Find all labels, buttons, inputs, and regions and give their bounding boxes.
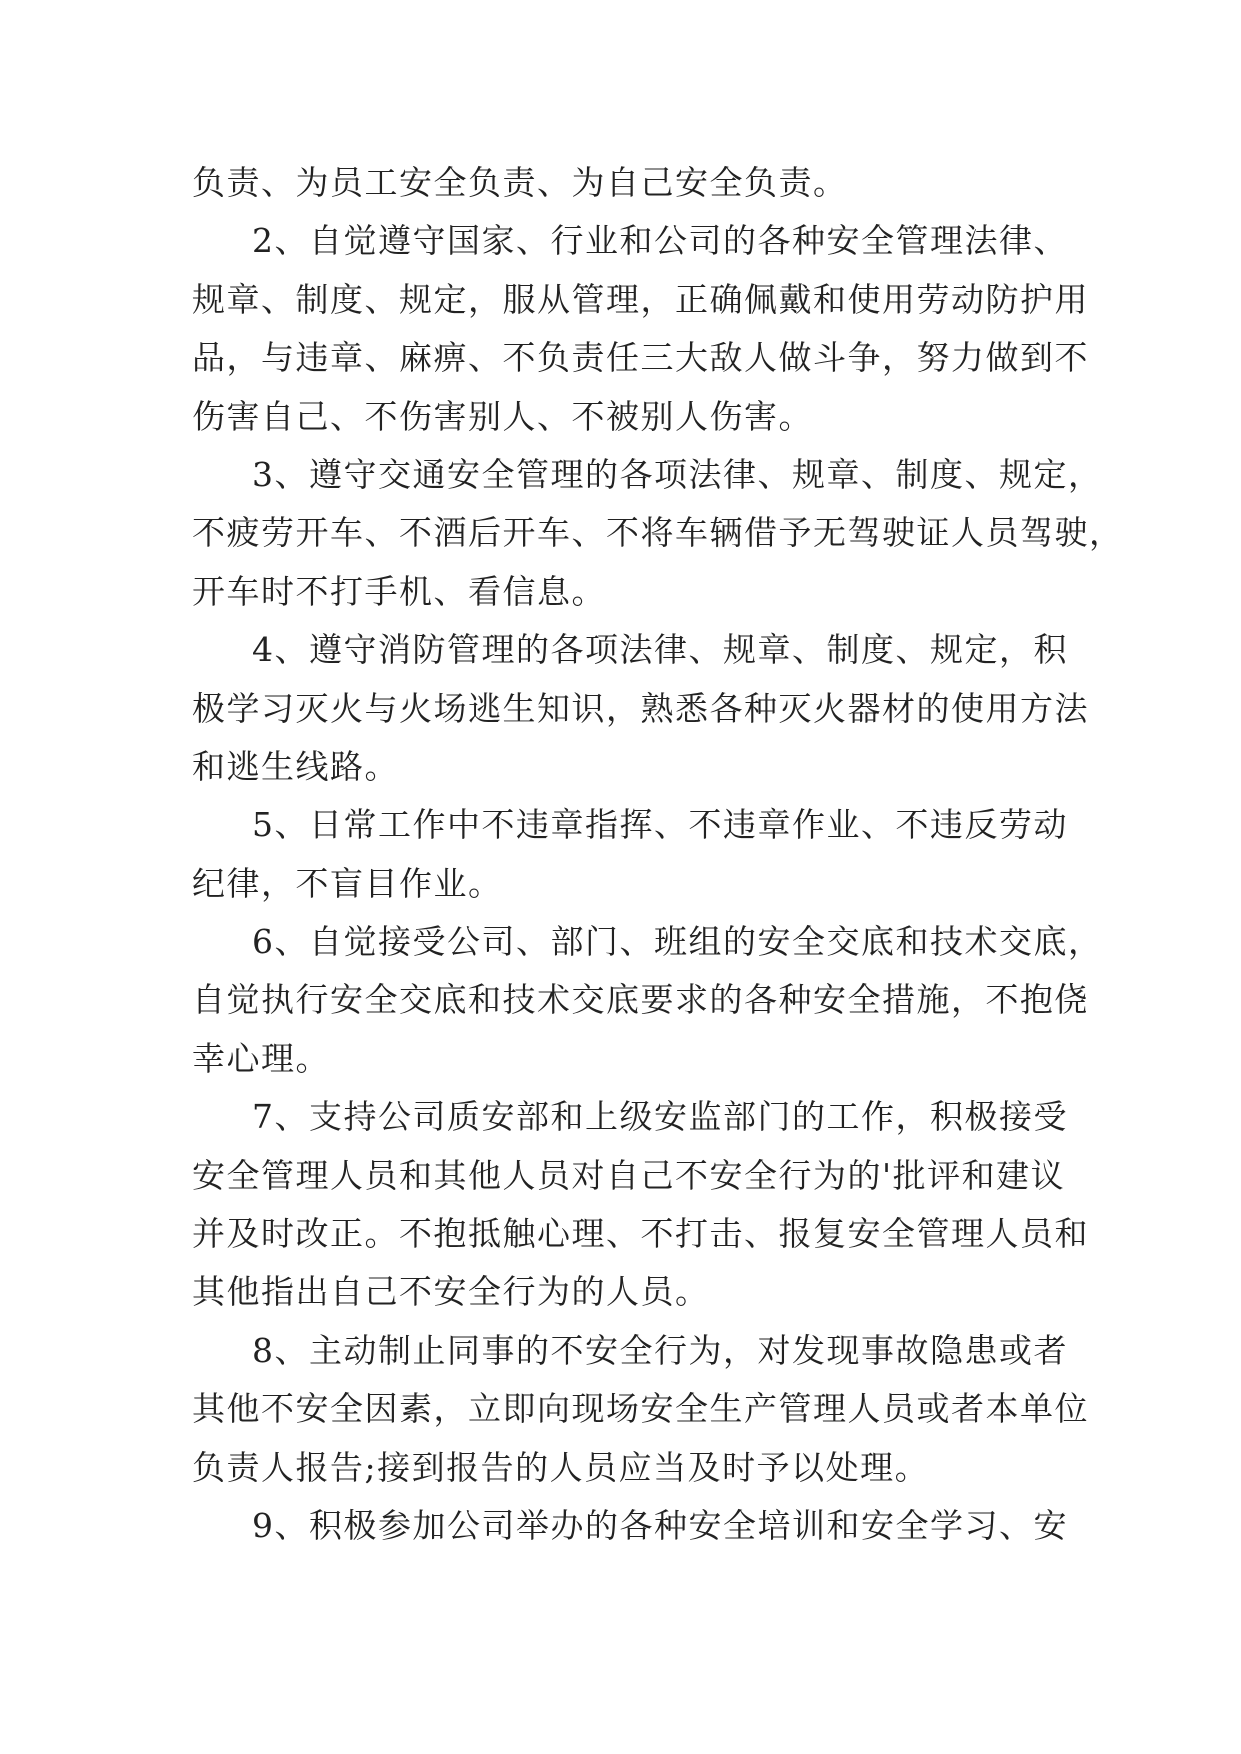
text-line: 纪律，不盲目作业。: [192, 863, 503, 903]
document-body: [192, 154, 1124, 1555]
text-line: 不疲劳开车、不酒后开车、不将车辆借予无驾驶证人员驾驶，: [192, 513, 1124, 553]
text-line: 8、主动制止同事的不安全行为，对发现事故隐患或者: [252, 1330, 1068, 1370]
text-line: 7、支持公司质安部和上级安监部门的工作，积极接受: [252, 1097, 1068, 1137]
text-line: 开车时不打手机、看信息。: [192, 571, 606, 611]
text-line: 安全管理人员和其他人员对自己不安全行为的'批评和建议: [192, 1155, 1066, 1195]
text-line: 其他不安全因素，立即向现场安全生产管理人员或者本单位: [192, 1389, 1089, 1429]
text-line: 5、日常工作中不违章指挥、不违章作业、不违反劳动: [252, 805, 1068, 845]
text-line: 幸心理。: [192, 1038, 330, 1078]
text-line: 6、自觉接受公司、部门、班组的安全交底和技术交底，: [252, 922, 1103, 962]
text-line: 4、遵守消防管理的各项法律、规章、制度、规定，积: [252, 630, 1068, 670]
text-line: 负责、为员工安全负责、为自己安全负责。: [192, 163, 848, 202]
text-line: 其他指出自己不安全行为的人员。: [192, 1272, 710, 1312]
text-line: 和逃生线路。: [192, 746, 399, 786]
text-line: 2、自觉遵守国家、行业和公司的各种安全管理法律、: [252, 221, 1068, 261]
text-line: 负责人报告;接到报告的人员应当及时予以处理。: [192, 1447, 930, 1487]
text-line: 规章、制度、规定，服从管理，正确佩戴和使用劳动防护用: [192, 279, 1089, 319]
text-line: 9、积极参加公司举办的各种安全培训和安全学习、安: [252, 1505, 1068, 1545]
text-line: 自觉执行安全交底和技术交底要求的各种安全措施，不抱侥: [192, 980, 1089, 1020]
text-line: 3、遵守交通安全管理的各项法律、规章、制度、规定，: [252, 454, 1103, 494]
text-line: 品，与违章、麻痹、不负责任三大敌人做斗争，努力做到不: [192, 338, 1089, 378]
text-line: 并及时改正。不抱抵触心理、不打击、报复安全管理人员和: [192, 1214, 1089, 1254]
text-line: 极学习灭火与火场逃生知识，熟悉各种灭火器材的使用方法: [192, 688, 1089, 728]
text-line: 伤害自己、不伤害别人、不被别人伤害。: [192, 396, 813, 436]
